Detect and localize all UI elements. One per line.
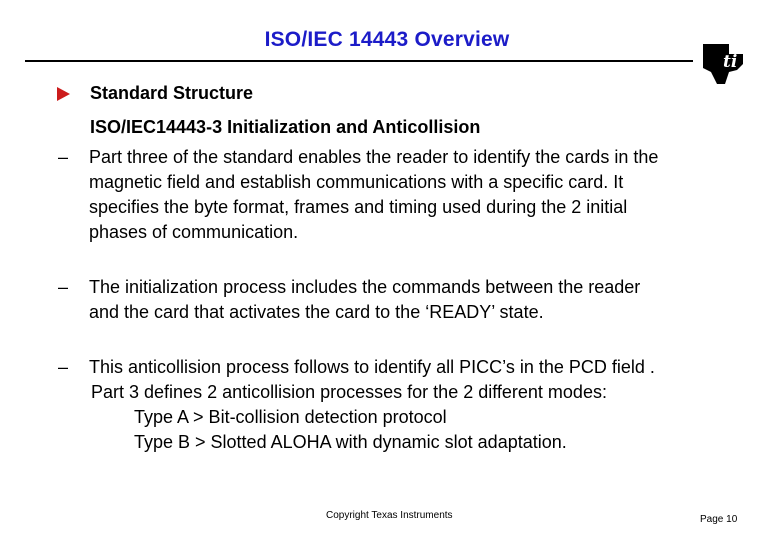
bullet-label: Standard Structure (90, 83, 254, 103)
section-subheading: ISO/IEC14443-3 Initialization and Anticollision (90, 117, 481, 137)
item-line: specifies the byte format, frames and timing used during the 2 initial (89, 197, 628, 217)
item-line: The initialization process includes the commands between the reader (89, 277, 641, 297)
bullet-standard-structure (57, 83, 253, 104)
item-line: and the card that activates the card to the ‘READY’ state. (89, 302, 544, 322)
list-item (58, 145, 748, 245)
dash-marker: – (58, 147, 69, 167)
slide-title: ISO/IEC 14443 Overview (264, 28, 510, 51)
item-line: Part three of the standard enables the reader to identify the cards in the (89, 147, 659, 167)
item-line: Type B > Slotted ALOHA with dynamic slot adaptation. (134, 432, 567, 452)
item-line: phases of communication. (89, 222, 299, 242)
page-number: Page 10 (700, 514, 738, 525)
item-line: This anticollision process follows to identify all PICC’s in the PCD field . (89, 357, 655, 377)
item-line: Part 3 defines 2 anticollision processes for the 2 different modes: (91, 382, 607, 402)
arrow-bullet-icon (57, 87, 70, 101)
item-line: Type A > Bit-collision detection protocol (134, 407, 447, 427)
title-underline (25, 60, 693, 62)
footer-copyright: Copyright Texas Instruments (326, 510, 453, 521)
dash-marker: – (58, 277, 69, 297)
texas-instruments-logo-icon (699, 40, 749, 86)
dash-marker: – (58, 357, 69, 377)
list-item (58, 275, 748, 325)
list-item (58, 355, 748, 455)
svg-text:ti: ti (723, 52, 738, 72)
item-line: magnetic field and establish communications with a specific card. It (89, 172, 624, 192)
